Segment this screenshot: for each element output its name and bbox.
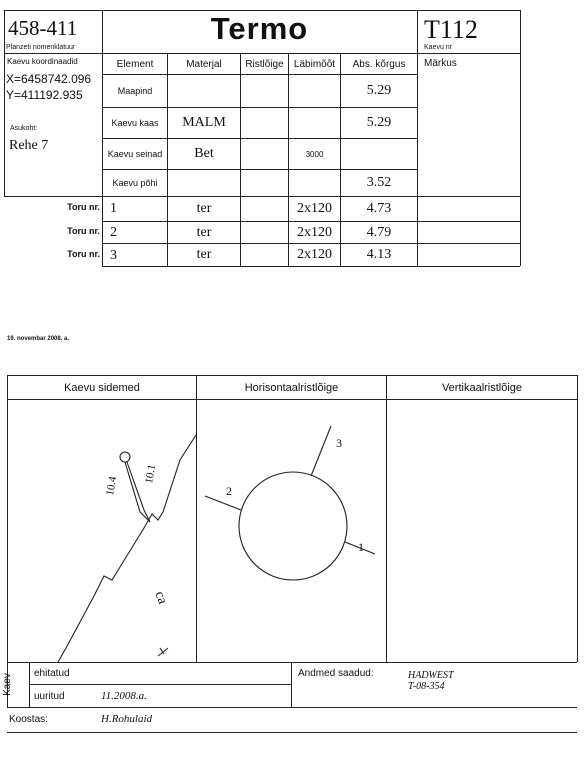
pipe-number: 2	[110, 225, 117, 240]
connections-sketch	[8, 400, 196, 662]
pipe-number: 1	[110, 201, 117, 216]
col-header-diameter: Läbimõõt	[293, 58, 336, 70]
panel-title-connections: Kaevu sidemed	[64, 381, 140, 394]
author-label: Koostas:	[9, 714, 48, 725]
col-header-remarks: Märkus	[424, 58, 457, 69]
pipe-material: ter	[196, 224, 212, 240]
y-coordinate: Y=411192.935	[6, 88, 83, 102]
author-name: H.Rohulaid	[101, 713, 153, 725]
well-side-label: Kaev	[1, 673, 13, 696]
surveyed-date: 11.2008.a.	[101, 690, 147, 702]
pipe-mark: 3	[336, 436, 342, 450]
built-label: ehitatud	[34, 668, 70, 679]
pipe-height: 4.73	[366, 201, 392, 216]
row-height: 5.29	[366, 83, 392, 98]
panel-title-horizontal: Horisontaalristlõige	[244, 381, 339, 394]
row-diameter: 3000	[305, 149, 324, 159]
col-header-cross-section: Ristlõige	[245, 58, 284, 70]
row-height: 5.29	[366, 115, 392, 130]
row-material: Bet	[194, 146, 214, 161]
pipe-label: Toru nr.	[67, 226, 100, 236]
data-source-label: Andmed saadud:	[298, 668, 374, 679]
map-sheet-caption: Planzeti nomenklatuur	[6, 44, 76, 51]
location-caption: Asukoht:	[10, 125, 38, 132]
pipe-height: 4.79	[366, 224, 392, 240]
pipe-diameter: 2x120	[297, 201, 332, 216]
pipe-diameter: 2x120	[297, 247, 332, 262]
row-element: Kaevu kaas	[111, 118, 159, 128]
surveyed-label: uuritud	[34, 691, 65, 702]
map-sheet-code: 458-411	[8, 16, 78, 40]
distance-label: 10.4	[104, 475, 120, 497]
row-element: Kaevu seinad	[107, 149, 163, 159]
pipe-diameter: 2x120	[297, 224, 332, 240]
row-height: 3.52	[366, 175, 392, 190]
row-element: Maapind	[117, 86, 153, 96]
row-element: Kaevu põhi	[112, 178, 158, 188]
pipe-height: 4.13	[366, 247, 392, 262]
pipe-mark: 1	[358, 540, 364, 554]
col-header-material: Materjal	[186, 58, 222, 70]
col-header-abs-height: Abs. kõrgus	[352, 58, 406, 70]
well-number: T112	[424, 15, 478, 44]
col-header-element: Element	[116, 58, 154, 70]
horizontal-section-sketch	[197, 400, 386, 662]
data-source-line1: HADWEST	[408, 670, 454, 681]
pipe-mark: 2	[226, 484, 232, 498]
pipe-mark: ca	[151, 589, 170, 607]
x-coordinate: X=6458742.096	[6, 72, 92, 86]
pipe-material: ter	[196, 201, 212, 216]
date-stamp: 19. novembar 2008. a.	[7, 336, 70, 342]
distance-label: 10.1	[143, 463, 159, 485]
row-material: MALM	[182, 115, 226, 130]
data-source-line2: T-08-354	[408, 681, 445, 692]
well-number-caption: Kaevu nr	[424, 44, 453, 51]
pipe-number: 3	[110, 248, 117, 263]
location-value: Rehe 7	[9, 138, 49, 153]
panel-title-vertical: Vertikaalristlõige	[441, 381, 523, 394]
document-title: Termo	[210, 11, 309, 46]
pipe-label: Toru nr.	[67, 202, 100, 212]
coordinates-caption: Kaevu koordinaadid	[7, 57, 78, 66]
pipe-label: Toru nr.	[67, 249, 100, 259]
pipe-material: ter	[196, 247, 212, 262]
